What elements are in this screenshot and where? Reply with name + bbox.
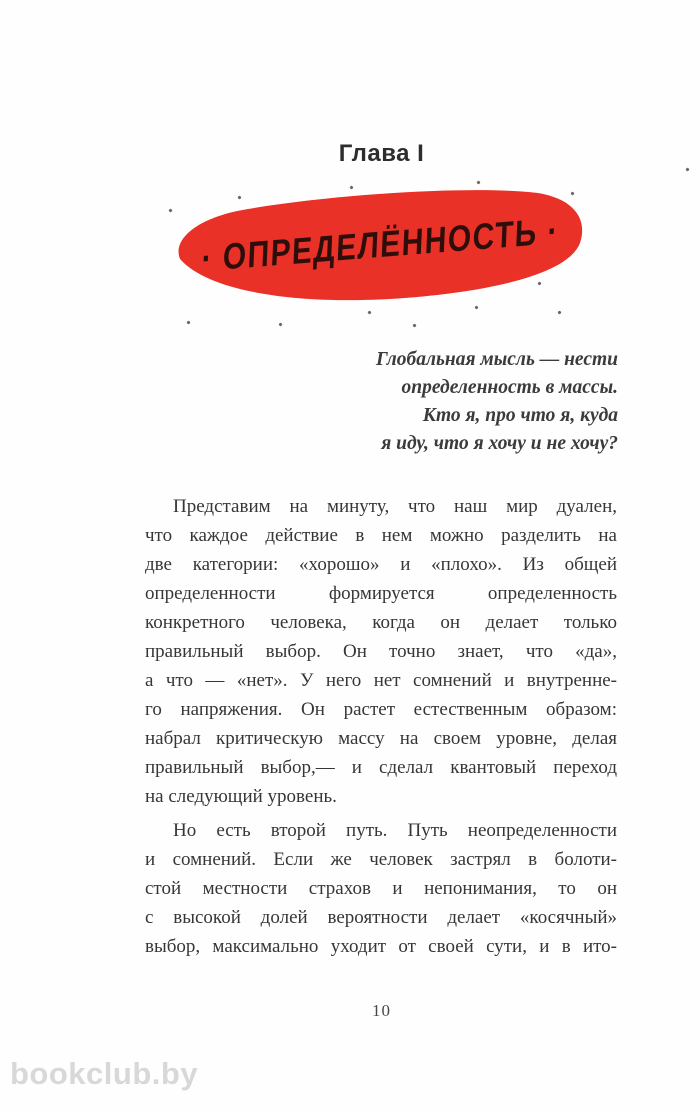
body-line: набрал критическую массу на своем уровне, делая xyxy=(145,728,617,749)
body-line: Но есть второй путь. Путь неопределенности xyxy=(173,820,617,841)
body-line: выбор, максимально уходит от своей сути, и в ито- xyxy=(145,936,617,957)
body-line: правильный выбор,— и сделал квантовый переход xyxy=(145,757,617,778)
body-text xyxy=(145,492,617,961)
paragraph xyxy=(145,492,617,811)
chapter-title-text: · ОПРЕДЕЛЁННОСТЬ · xyxy=(200,211,560,280)
chapter-title-blob xyxy=(170,183,590,309)
page-number: 10 xyxy=(372,1001,391,1020)
body-line: что каждое действие в нем можно разделить на xyxy=(145,525,617,546)
body-line: го напряжения. Он растет естественным образом: xyxy=(145,699,617,720)
paragraph xyxy=(145,816,617,961)
body-line: две категории: «хорошо» и «плохо». Из общей xyxy=(145,554,617,575)
epigraph-line: определенность в массы. xyxy=(401,377,618,398)
body-line: с высокой долей вероятности делает «косячный» xyxy=(145,907,617,928)
sparkle-dot xyxy=(412,323,416,327)
sparkle-dot xyxy=(367,310,371,314)
body-line: определенности формируется определенность xyxy=(145,583,617,604)
body-line: стой местности страхов и непонимания, то он xyxy=(145,878,617,899)
body-line: Представим на минуту, что наш мир дуален, xyxy=(173,496,617,517)
epigraph-line: Кто я, про что я, куда xyxy=(422,405,618,426)
sparkle-dot xyxy=(557,310,561,314)
watermark: bookclub.by xyxy=(10,1056,199,1091)
epigraph-line: Глобальная мысль — нести xyxy=(376,349,618,370)
body-line: и сомнений. Если же человек застрял в болоти- xyxy=(145,849,617,870)
epigraph xyxy=(145,346,618,458)
sparkle-dot xyxy=(685,167,689,171)
chapter-heading: Глава I xyxy=(338,140,425,167)
sparkle-dot xyxy=(278,322,282,326)
body-line: конкретного человека, когда он делает только xyxy=(145,612,617,633)
body-line: а что — «нет». У него нет сомнений и внутренне- xyxy=(145,670,617,691)
body-line: правильный выбор. Он точно знает, что «да», xyxy=(145,641,617,662)
epigraph-line: я иду, что я хочу и не хочу? xyxy=(381,433,618,454)
body-line: на следующий уровень. xyxy=(145,786,337,807)
